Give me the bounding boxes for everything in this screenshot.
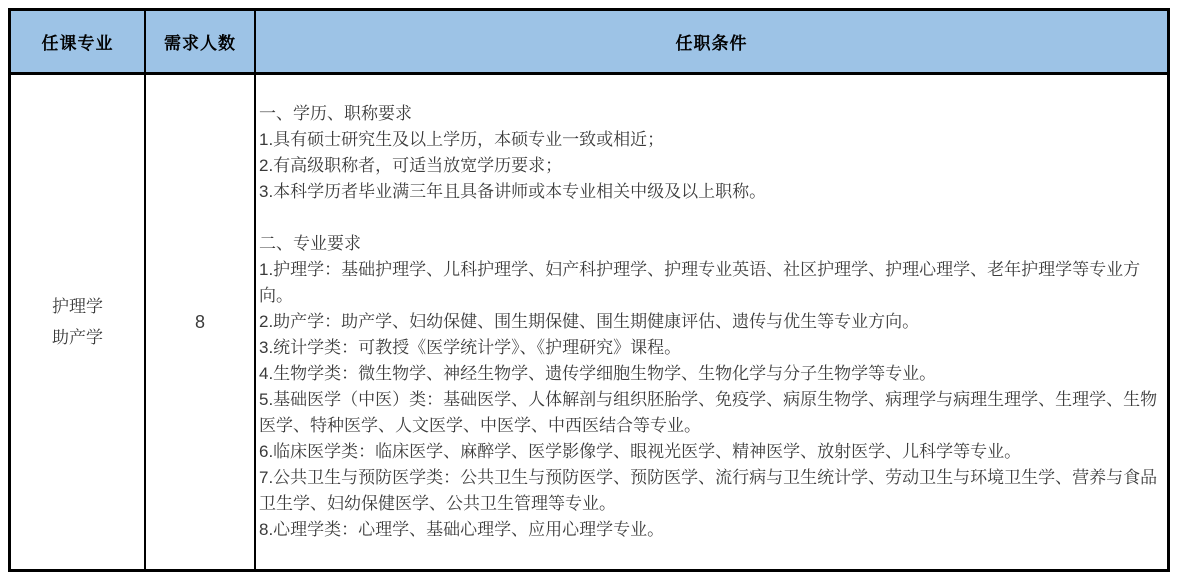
requirements-table xyxy=(8,8,1170,572)
header-label-demand: 需求人数 xyxy=(164,34,236,53)
header-label-specialty: 任课专业 xyxy=(41,34,114,53)
condition-line: 5.基础医学（中医）类：基础医学、人体解剖与组织胚胎学、免疫学、病原生物学、病理学与病理生理学、生理学、生物医学、特种医学、人文医学、中医学、中西医结合等专业。 xyxy=(259,390,1158,435)
condition-line: 6.临床医学类：临床医学、麻醉学、医学影像学、眼视光医学、精神医学、放射医学、儿科学等专业。 xyxy=(259,442,1022,461)
demand-value: 8 xyxy=(194,311,205,332)
condition-line: 4.生物学类：微生物学、神经生物学、遗传学细胞生物学、生物化学与分子生物学等专业。 xyxy=(259,364,937,383)
condition-line: 1.护理学：基础护理学、儿科护理学、妇产科护理学、护理专业英语、社区护理学、护理心理学、老年护理学等专业方向。 xyxy=(259,260,1141,305)
header-cell-conditions xyxy=(256,11,1167,75)
specialty-line: 助产学 xyxy=(52,328,103,347)
condition-line: 2.有高级职称者，可适当放宽学历要求； xyxy=(259,156,563,175)
cell-specialty xyxy=(11,75,146,569)
condition-line: 2.助产学：助产学、妇幼保健、围生期保健、围生期健康评估、遗传与优生等专业方向。 xyxy=(259,312,920,331)
condition-line: 8.心理学类：心理学、基础心理学、应用心理学专业。 xyxy=(259,520,665,539)
specialty-line: 护理学 xyxy=(52,297,103,316)
header-cell-demand xyxy=(146,11,256,75)
condition-line: 1.具有硕士研究生及以上学历，本硕专业一致或相近； xyxy=(259,130,665,149)
condition-line: 7.公共卫生与预防医学类：公共卫生与预防医学、预防医学、流行病与卫生统计学、劳动卫生与环境卫生学、营养与食品卫生学、妇幼保健医学、公共卫生管理等专业。 xyxy=(259,468,1158,513)
condition-line: 3.本科学历者毕业满三年且具备讲师或本专业相关中级及以上职称。 xyxy=(259,182,767,201)
condition-line: 一、学历、职称要求 xyxy=(259,104,412,123)
cell-demand xyxy=(146,75,256,569)
cell-conditions xyxy=(256,75,1167,569)
condition-line-blank xyxy=(259,205,1161,231)
condition-line: 3.统计学类：可教授《医学统计学》、《护理研究》课程。 xyxy=(259,338,682,357)
condition-line: 二、专业要求 xyxy=(259,234,361,253)
header-label-conditions: 任职条件 xyxy=(675,34,748,53)
header-cell-specialty xyxy=(11,11,146,75)
